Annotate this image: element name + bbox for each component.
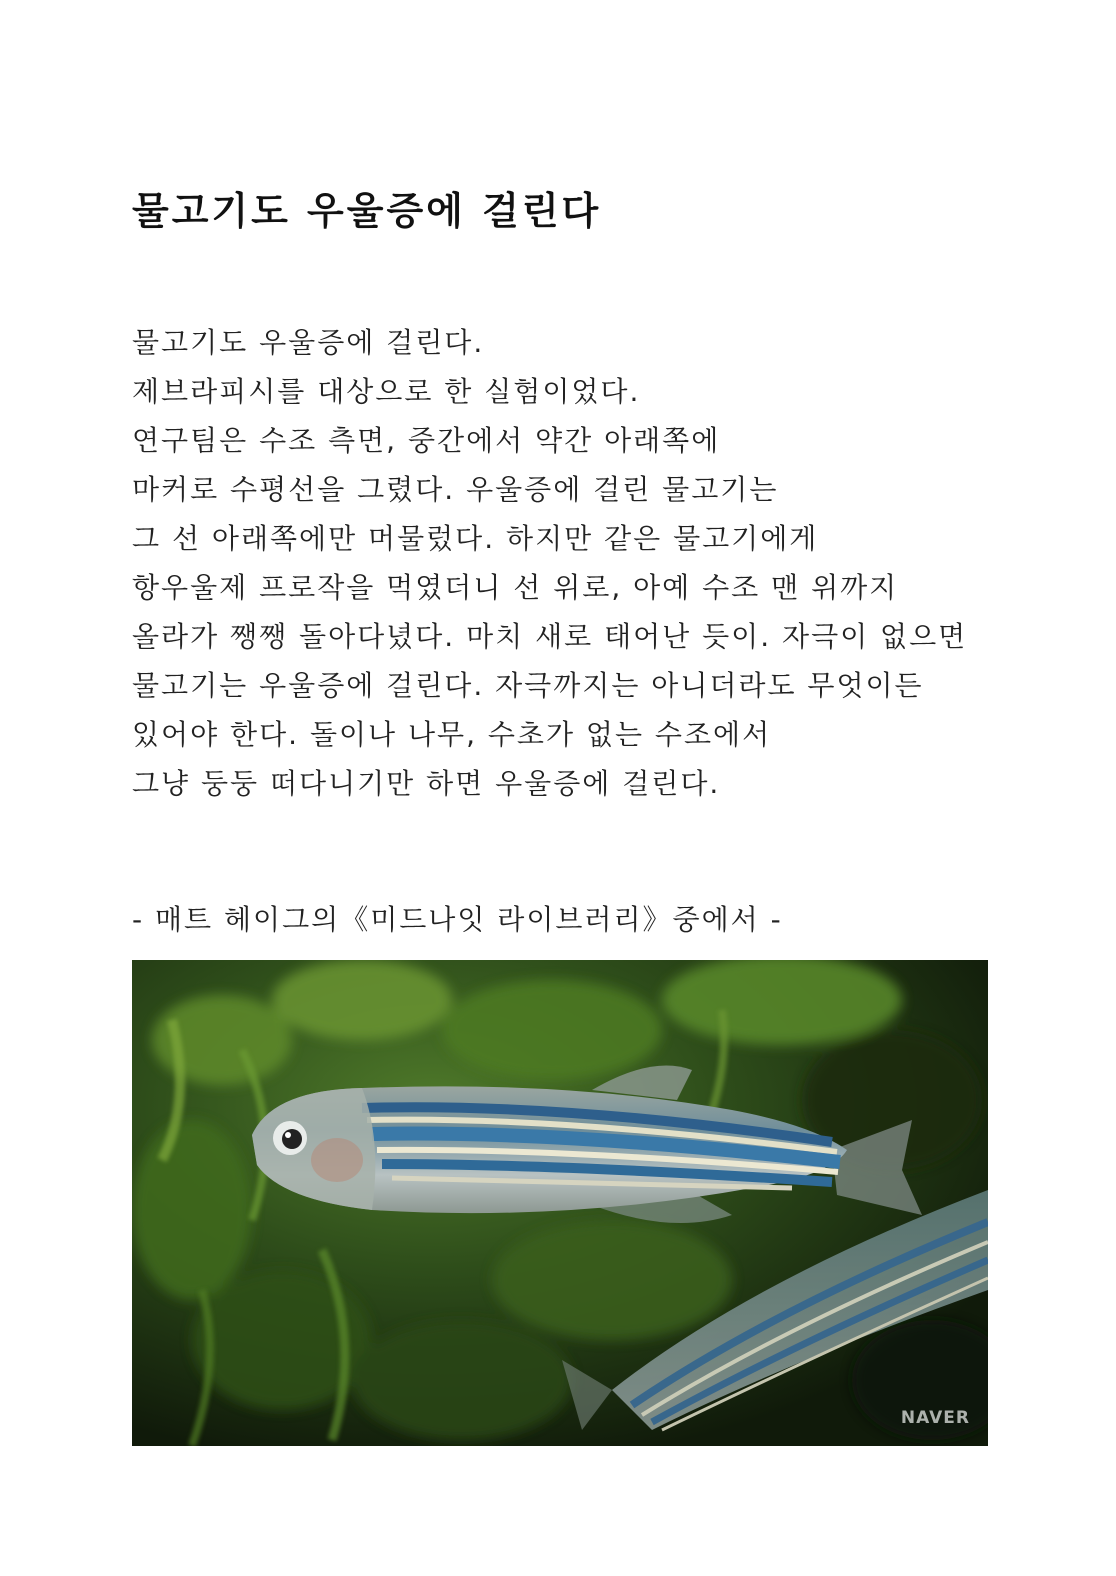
body-line: 물고기는 우울증에 걸린다. 자극까지는 아니더라도 무엇이든 <box>132 669 924 702</box>
body-line: 물고기도 우울증에 걸린다. <box>132 326 485 359</box>
body-line: 연구팀은 수조 측면, 중간에서 약간 아래쪽에 <box>132 424 721 457</box>
body-line: 마커로 수평선을 그렸다. 우울증에 걸린 물고기는 <box>132 473 779 506</box>
body-paragraph <box>132 322 1032 812</box>
naver-watermark: NAVER <box>900 1408 970 1428</box>
zebrafish-illustration <box>132 960 988 1446</box>
body-line: 올라가 쨍쨍 돌아다녔다. 마치 새로 태어난 듯이. 자극이 없으면 <box>132 620 968 653</box>
page-title: 물고기도 우울증에 걸린다 <box>132 188 602 233</box>
body-line: 있어야 한다. 돌이나 나무, 수초가 없는 수조에서 <box>132 718 772 751</box>
body-line: 그냥 둥둥 떠다니기만 하면 우울증에 걸린다. <box>132 767 721 800</box>
body-line: 제브라피시를 대상으로 한 실험이었다. <box>132 375 641 408</box>
body-line: 항우울제 프로작을 먹였더니 선 위로, 아예 수조 맨 위까지 <box>132 571 899 604</box>
zebrafish-photo <box>132 960 988 1446</box>
body-line: 그 선 아래쪽에만 머물렀다. 하지만 같은 물고기에게 <box>132 522 819 555</box>
source-citation: - 매트 헤이그의《미드나잇 라이브러리》중에서 - <box>132 903 783 936</box>
